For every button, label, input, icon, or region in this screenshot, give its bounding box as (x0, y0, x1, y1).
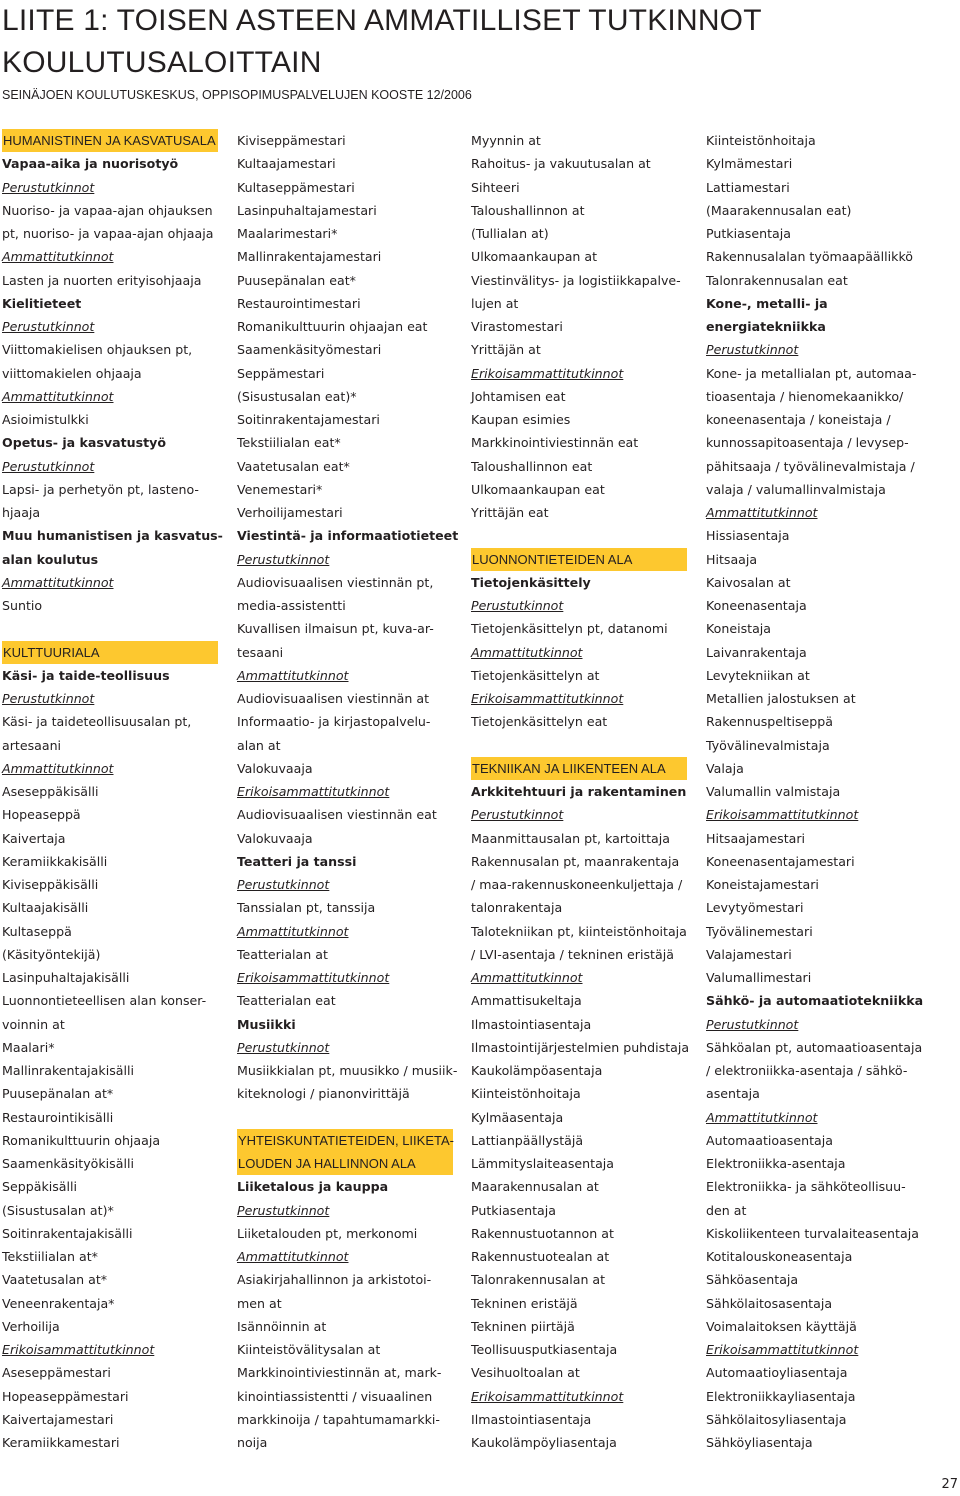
qualification-item: Aseseppämestari (2, 1365, 111, 1381)
qualification-item: Talotekniikan pt, kiinteistönhoitaja (471, 923, 687, 939)
qualification-item: Voimalaitoksen käyttäjä (706, 1318, 857, 1334)
subsection-heading: energiatekniikka (706, 319, 826, 334)
spacer (471, 524, 687, 547)
qualification-item: Tietojenkäsittelyn pt, datanomi (471, 621, 668, 637)
qualification-item: Verhoilija (2, 1318, 60, 1334)
qualification-item: Kaivosalan at (706, 574, 791, 590)
qualification-item: Sähköalan pt, automaatioasentaja (706, 1039, 923, 1055)
qualification-item: Yrittäjän eat (471, 505, 549, 520)
qualification-item: Elektroniikka-asentaja (706, 1156, 846, 1171)
qualification-item: Sähkölaitosyliasentaja (706, 1411, 847, 1427)
qualification-item: Valaja (706, 760, 744, 776)
qualification-item: Keramiikkamestari (2, 1435, 120, 1450)
degree-type-label: Ammattitutkinnot (706, 1109, 818, 1125)
qualification-item: Hitsaajamestari (706, 830, 806, 846)
qualification-item: Rahoitus- ja vakuutusalan at (471, 156, 651, 172)
qualification-item: Levytyömestari (706, 900, 804, 916)
qualification-item: Kotitalouskoneasentaja (706, 1249, 853, 1264)
qualification-item: (Käsityöntekijä) (2, 946, 101, 962)
qualification-item: Koneistaja (706, 621, 771, 637)
qualification-item: Sähkölaitosasentaja (706, 1295, 833, 1311)
degree-type-label: Perustutkinnot (237, 551, 330, 567)
qualification-item: Tekninen eristäjä (471, 1295, 578, 1311)
qualification-item: Vaatetusalan eat* (237, 458, 350, 474)
degree-type-label: Perustutkinnot (471, 598, 564, 613)
degree-type-label: Erikoisammattitutkinnot (237, 784, 390, 799)
qualification-item: kiteknologi / pianonvirittäjä (237, 1086, 410, 1102)
qualification-item: Talonrakennusalan at (471, 1272, 606, 1288)
subsection-heading: Teatteri ja tanssi (237, 853, 357, 869)
qualification-item: / elektroniikka-asentaja / sähkö- (706, 1063, 908, 1078)
qualification-item: Markkinointiviestinnän eat (471, 435, 639, 451)
qualification-item: Mallinrakentajakisälli (2, 1063, 134, 1078)
qualification-item: Ilmastointiasentaja (471, 1411, 592, 1427)
qualification-item: Mallinrakentajamestari (237, 249, 382, 265)
qualification-item: Lattiamestari (706, 179, 790, 195)
qualification-item: Kultaajamestari (237, 156, 336, 172)
section-heading (237, 1129, 453, 1152)
qualification-item: Lasten ja nuorten erityisohjaaja (2, 272, 202, 288)
qualification-item: artesaani (2, 737, 62, 753)
qualification-item: Valumallin valmistaja (706, 784, 841, 799)
subsection-heading: Liiketalous ja kauppa (237, 1179, 389, 1195)
qualification-item: tesaani (237, 644, 284, 660)
qualification-item: Kiviseppäkisälli (2, 877, 99, 892)
section-heading-text: HUMANISTINEN JA KASVATUSALA (2, 129, 218, 152)
qualification-item: Talonrakennusalan eat (706, 272, 848, 288)
qualification-item: Asiakirjahallinnon ja arkistotoi- (237, 1272, 432, 1288)
column-1 (2, 129, 223, 1454)
qualification-item: Aseseppäkisälli (2, 784, 99, 799)
qualification-item: Keramiikkakisälli (2, 853, 108, 869)
column-3 (471, 129, 690, 1454)
qualification-item: valaja / valumallinvalmistaja (706, 481, 886, 497)
qualification-item: Teatterialan eat (237, 993, 336, 1009)
qualification-item: Maalarimestari* (237, 226, 338, 241)
qualification-item: alan at (237, 737, 281, 753)
qualification-item: / LVI-asentaja / tekninen eristäjä (471, 946, 674, 962)
spacer (237, 1106, 453, 1129)
qualification-item: Kylmäasentaja (471, 1109, 564, 1125)
qualification-item: Automaatioasentaja (706, 1132, 833, 1148)
qualification-item: Audiovisuaalisen viestinnän pt, (237, 574, 434, 590)
qualification-item: Työvälinemestari (706, 923, 813, 939)
qualification-item: talonrakentaja (471, 900, 563, 916)
subsection-heading: Kone-, metalli- ja (706, 295, 828, 311)
qualification-item: Romanikulttuurin ohjaajan eat (237, 319, 428, 334)
degree-type-label: Perustutkinnot (706, 1016, 799, 1032)
subsection-heading: Musiikki (237, 1016, 296, 1032)
qualification-item: voinnin at (2, 1016, 65, 1032)
qualification-item: Musiikkialan pt, muusikko / musiik- (237, 1063, 458, 1078)
qualification-item: Lämmityslaiteasentaja (471, 1156, 615, 1171)
qualification-item: Tekstiilialan at* (2, 1249, 98, 1264)
subsection-heading: Käsi- ja taide-teollisuus (2, 667, 170, 683)
section-heading (2, 641, 218, 664)
qualification-item: (Sisustusalan eat)* (237, 388, 357, 404)
qualification-item: Elektroniikkayliasentaja (706, 1388, 856, 1404)
qualification-item: Putkiasentaja (706, 226, 791, 241)
qualification-item: Maarakennusalan at (471, 1179, 599, 1195)
degree-type-label: Perustutkinnot (2, 319, 95, 334)
qualification-item: kinointiassistentti / visuaalinen (237, 1388, 433, 1404)
qualification-item: tioasentaja / hienomekaanikko/ (706, 388, 904, 404)
qualification-item: media-assistentti (237, 598, 346, 613)
degree-type-label: Perustutkinnot (2, 691, 95, 706)
qualification-item: Audiovisuaalisen viestinnän at (237, 691, 430, 706)
subsection-heading: Arkkitehtuuri ja rakentaminen (471, 784, 687, 799)
column-4 (706, 129, 922, 1454)
page-title-line-2: KOULUTUSALOITTAIN (2, 46, 322, 79)
qualification-item: Rakennustuotannon at (471, 1225, 614, 1241)
qualification-item: Saamenkäsityömestari (237, 342, 382, 358)
qualification-item: Asioimistulkki (2, 412, 89, 427)
qualification-item: Maanmittausalan pt, kartoittaja (471, 830, 670, 846)
qualification-item: Koneenasentajamestari (706, 853, 855, 869)
qualification-item: Lapsi- ja perhetyön pt, lasteno- (2, 481, 199, 497)
qualification-item: Nuoriso- ja vapaa-ajan ohjauksen (2, 202, 213, 218)
qualification-item: Taloushallinnon at (471, 202, 585, 218)
qualification-item: Työvälinevalmistaja (706, 737, 830, 753)
qualification-item: Kiviseppämestari (237, 133, 346, 148)
qualification-item: Soitinrakentajamestari (237, 412, 380, 427)
qualification-item: Lasinpuhaltajamestari (237, 202, 377, 218)
qualification-item: Kultaseppämestari (237, 179, 355, 195)
qualification-item: Restaurointimestari (237, 295, 361, 311)
qualification-item: Seppämestari (237, 365, 325, 381)
qualification-item: Hopeaseppämestari (2, 1388, 129, 1404)
qualification-item: Tietojenkäsittelyn eat (471, 714, 608, 730)
subsection-heading: alan koulutus (2, 551, 99, 567)
qualification-item: Ulkomaankaupan at (471, 249, 598, 265)
page-title (2, 0, 762, 84)
degree-type-label: Ammattitutkinnot (237, 923, 349, 939)
subsection-heading: Muu humanistisen ja kasvatus- (2, 528, 223, 544)
subsection-heading: Vapaa-aika ja nuorisotyö (2, 156, 179, 172)
column-2 (237, 129, 459, 1454)
qualification-item: Kiinteistövälitysalan at (237, 1342, 381, 1357)
page-subtitle: SEINÄJOEN KOULUTUSKESKUS, OPPISOPIMUSPALVELUJEN KOOSTE 12/2006 (2, 88, 472, 102)
degree-type-label: Ammattitutkinnot (2, 249, 114, 265)
section-heading (471, 757, 687, 780)
qualification-item: noija (237, 1435, 268, 1450)
qualification-item: Rakennusalalan työmaapäällikkö (706, 249, 913, 265)
qualification-item: Rakennuspeltiseppä (706, 714, 833, 730)
qualification-item: Markkinointiviestinnän at, mark- (237, 1365, 442, 1381)
degree-type-label: Erikoisammattitutkinnot (471, 365, 624, 381)
qualification-item: Liiketalouden pt, merkonomi (237, 1225, 418, 1241)
qualification-item: den at (706, 1202, 747, 1218)
subsection-heading: Viestintä- ja informaatiotieteet (237, 528, 459, 544)
qualification-item: (Maarakennusalan eat) (706, 202, 852, 218)
qualification-item: (Tullialan at) (471, 226, 549, 241)
qualification-item: Tekstiilialan eat* (237, 435, 341, 451)
qualification-item: Käsi- ja taideteollisuusalan pt, (2, 714, 192, 730)
qualification-item: Venemestari* (237, 481, 323, 497)
qualification-item: hjaaja (2, 505, 41, 520)
degree-type-label: Ammattitutkinnot (471, 970, 583, 985)
qualification-item: Luonnontieteellisen alan konser- (2, 993, 207, 1009)
qualification-item: Lattianpäällystäjä (471, 1132, 584, 1148)
qualification-item: Kaukolämpöasentaja (471, 1063, 603, 1078)
qualification-item: Ulkomaankaupan eat (471, 481, 605, 497)
qualification-item: Hitsaaja (706, 551, 758, 567)
qualification-item: Myynnin at (471, 133, 541, 148)
qualification-item: Koneistajamestari (706, 877, 819, 892)
qualification-item: Kaivertajamestari (2, 1411, 114, 1427)
qualification-item: viittomakielen ohjaaja (2, 365, 142, 381)
degree-type-label: Ammattitutkinnot (237, 1249, 349, 1264)
degree-type-label: Erikoisammattitutkinnot (706, 807, 859, 823)
qualification-item: Viittomakielisen ohjauksen pt, (2, 342, 193, 358)
section-heading (471, 548, 687, 571)
qualification-item: Rakennusalan pt, maanrakentaja (471, 853, 680, 869)
qualification-item: Johtamisen eat (471, 388, 566, 404)
page-number: 27 (941, 1477, 958, 1492)
qualification-item: Hissiasentaja (706, 528, 790, 544)
spacer (2, 617, 218, 640)
qualification-item: Valajamestari (706, 946, 792, 962)
qualification-item: pähitsaaja / työvälinevalmistaja / (706, 458, 915, 474)
qualification-item: Restaurointikisälli (2, 1109, 114, 1125)
qualification-item: Valumallimestari (706, 970, 812, 985)
qualification-item: Romanikulttuurin ohjaaja (2, 1132, 161, 1148)
subsection-heading: Opetus- ja kasvatustyö (2, 435, 166, 451)
qualification-item: Informaatio- ja kirjastopalvelu- (237, 714, 431, 730)
qualification-item: asentaja (706, 1086, 760, 1102)
section-heading-text: TEKNIIKAN JA LIIKENTEEN ALA (471, 757, 687, 780)
degree-type-label: Erikoisammattitutkinnot (471, 691, 624, 706)
qualification-item: Tietojenkäsittelyn at (471, 667, 600, 683)
qualification-item: Ammattisukeltaja (471, 993, 582, 1009)
qualification-item: Virastomestari (471, 319, 563, 334)
qualification-item: Yrittäjän at (471, 342, 541, 358)
qualification-item: Elektroniikka- ja sähköteollisuu- (706, 1179, 906, 1195)
qualification-item: lujen at (471, 295, 519, 311)
degree-type-label: Erikoisammattitutkinnot (471, 1388, 624, 1404)
qualification-item: Kultaajakisälli (2, 900, 89, 916)
degree-type-label: Ammattitutkinnot (2, 760, 114, 776)
subsection-heading: Tietojenkäsittely (471, 574, 591, 590)
qualification-item: Saamenkäsityökisälli (2, 1156, 134, 1171)
degree-type-label: Ammattitutkinnot (706, 505, 818, 520)
qualification-item: Vesihuoltoalan at (471, 1365, 580, 1381)
degree-type-label: Perustutkinnot (237, 1039, 330, 1055)
subsection-heading: Kielitieteet (2, 295, 82, 311)
degree-type-label: Ammattitutkinnot (2, 574, 114, 590)
qualification-item: Puusepänalan eat* (237, 272, 356, 288)
qualification-item: Sihteeri (471, 179, 520, 195)
degree-type-label: Perustutkinnot (706, 342, 799, 358)
section-heading-text: LUONNONTIETEIDEN ALA (471, 548, 687, 571)
qualification-item: Hopeaseppä (2, 807, 81, 823)
section-heading-text: KULTTUURIALA (2, 641, 218, 664)
qualification-item: Kuvallisen ilmaisun pt, kuva-ar- (237, 621, 434, 637)
qualification-item: Vaatetusalan at* (2, 1272, 108, 1288)
qualification-item: Maalari* (2, 1039, 55, 1055)
qualification-item: Kone- ja metallialan pt, automaa- (706, 365, 917, 381)
degree-type-label: Erikoisammattitutkinnot (2, 1342, 155, 1357)
qualification-item: Metallien jalostuksen at (706, 691, 856, 706)
qualification-item: Kiinteistönhoitaja (706, 133, 816, 148)
qualification-item: Seppäkisälli (2, 1179, 78, 1195)
qualification-item: Verhoilijamestari (237, 505, 343, 520)
degree-type-label: Ammattitutkinnot (237, 667, 349, 683)
qualification-item: Ilmastointijärjestelmien puhdistaja (471, 1039, 690, 1055)
qualification-item: Kaupan esimies (471, 412, 571, 427)
qualification-item: Soitinrakentajakisälli (2, 1225, 133, 1241)
qualification-item: Puusepänalan at* (2, 1086, 114, 1102)
degree-type-label: Perustutkinnot (237, 877, 330, 892)
qualification-item: Veneenrakentaja* (2, 1295, 115, 1311)
section-heading (2, 129, 218, 152)
qualification-item: Valokuvaaja (237, 760, 313, 776)
degree-type-label: Ammattitutkinnot (471, 644, 583, 660)
qualification-item: Teatterialan at (237, 946, 328, 962)
qualification-item: Sähköyliasentaja (706, 1435, 813, 1450)
qualification-item: markkinoija / tapahtumamarkki- (237, 1411, 440, 1427)
qualification-item: Kultaseppä (2, 923, 72, 939)
qualification-item: Teollisuusputkiasentaja (471, 1342, 618, 1357)
subsection-heading: Sähkö- ja automaatiotekniikka (706, 993, 924, 1009)
qualification-item: Lasinpuhaltajakisälli (2, 970, 130, 985)
degree-type-label: Perustutkinnot (2, 458, 95, 474)
qualification-item: Automaatioyliasentaja (706, 1365, 848, 1381)
qualification-item: Laivanrakentaja (706, 644, 807, 660)
qualification-item: Viestinvälitys- ja logistiikkapalve- (471, 272, 681, 288)
spacer (471, 734, 687, 757)
qualification-item: pt, nuoriso- ja vapaa-ajan ohjaaja (2, 226, 214, 241)
qualification-item: Kaivertaja (2, 830, 66, 846)
qualification-item: Tekninen piirtäjä (471, 1318, 575, 1334)
qualification-item: Valokuvaaja (237, 830, 313, 846)
qualification-item: Tanssialan pt, tanssija (237, 900, 376, 916)
degree-type-label: Ammattitutkinnot (2, 388, 114, 404)
section-heading-text: LOUDEN JA HALLINNON ALA (237, 1152, 453, 1175)
qualification-item: Sähköasentaja (706, 1272, 799, 1288)
section-heading-text: YHTEISKUNTATIETEIDEN, LIIKETA- (237, 1129, 453, 1152)
qualification-item: koneenasentaja / koneistaja / (706, 412, 891, 427)
qualification-item: Isännöinnin at (237, 1318, 327, 1334)
qualification-item: kunnossapitoasentaja / levysep- (706, 435, 909, 451)
qualification-item: Kylmämestari (706, 156, 793, 172)
qualification-item: Ilmastointiasentaja (471, 1016, 592, 1032)
page-title-line-1: LIITE 1: TOISEN ASTEEN AMMATILLISET TUTKINNOT (2, 4, 762, 37)
section-heading (237, 1152, 453, 1175)
qualification-item: Kiskoliikenteen turvalaiteasentaja (706, 1225, 919, 1241)
degree-type-label: Erikoisammattitutkinnot (237, 970, 390, 985)
qualification-item: / maa-rakennuskoneenkuljettaja / (471, 877, 683, 892)
degree-type-label: Erikoisammattitutkinnot (706, 1342, 859, 1357)
qualification-item: Levytekniikan at (706, 667, 810, 683)
degree-type-label: Perustutkinnot (2, 179, 95, 195)
qualification-item: (Sisustusalan at)* (2, 1202, 114, 1218)
qualification-item: Rakennustuotealan at (471, 1249, 610, 1264)
qualification-item: Putkiasentaja (471, 1202, 556, 1218)
qualification-item: Koneenasentaja (706, 598, 807, 613)
qualification-item: Audiovisuaalisen viestinnän eat (237, 807, 437, 823)
degree-type-label: Perustutkinnot (237, 1202, 330, 1218)
qualification-item: men at (237, 1295, 282, 1311)
degree-type-label: Perustutkinnot (471, 807, 564, 823)
qualification-item: Kiinteistönhoitaja (471, 1086, 581, 1102)
qualification-item: Kaukolämpöyliasentaja (471, 1435, 617, 1450)
qualification-item: Taloushallinnon eat (471, 458, 593, 474)
qualification-item: Suntio (2, 598, 43, 613)
